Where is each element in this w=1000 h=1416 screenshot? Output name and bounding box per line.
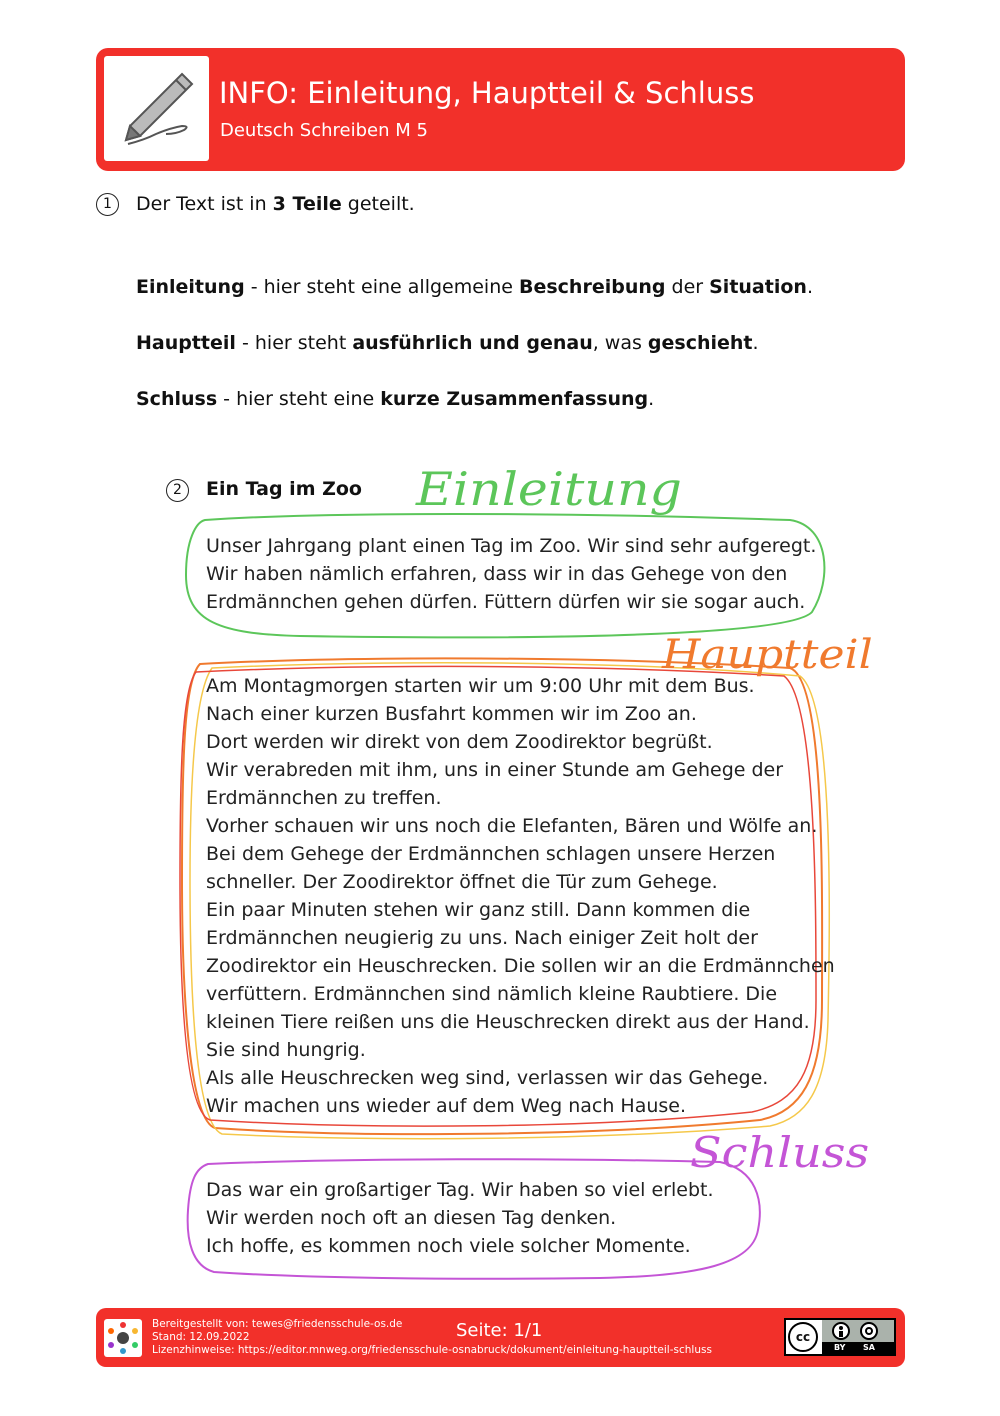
school-logo	[104, 1319, 142, 1357]
footer-license: Lizenzhinweise: https://editor.mnweg.org/friedensschule-osnabruck/dokument/einleitung-hauptteil-schluss	[152, 1344, 712, 1356]
intro-text-end: geteilt.	[341, 193, 415, 215]
definition-text: der	[665, 276, 710, 298]
intro-text: Der Text ist in	[136, 193, 273, 215]
story-line: Am Montagmorgen starten wir um 9:00 Uhr mit dem Bus.	[206, 675, 755, 697]
definition-text: - hier steht eine	[217, 388, 381, 410]
story-line: Wir verabreden mit ihm, uns in einer Stunde am Gehege der	[206, 759, 784, 781]
page-number: Seite: 1/1	[456, 1320, 543, 1341]
label-schluss: Schluss	[690, 1128, 870, 1177]
story-line: Unser Jahrgang plant einen Tag im Zoo. Wir sind sehr aufgeregt.	[206, 535, 817, 557]
story-line: Erdmännchen gehen dürfen. Füttern dürfen wir sie sogar auch.	[206, 591, 806, 613]
story-line: Dort werden wir direkt von dem Zoodirektor begrüßt.	[206, 731, 713, 753]
hauptteil-text	[206, 672, 835, 1120]
story-line: Zoodirektor ein Heuschrecken. Die sollen wir an die Erdmännchen	[206, 955, 835, 977]
story-line: Ein paar Minuten stehen wir ganz still. Dann kommen die	[206, 899, 751, 921]
definition-bold: Beschreibung	[518, 276, 666, 298]
section-2-number: 2	[166, 479, 189, 502]
definition-text: , was	[592, 332, 648, 354]
story-line: Bei dem Gehege der Erdmännchen schlagen unsere Herzen	[206, 843, 776, 865]
page-subtitle: Deutsch Schreiben M 5	[220, 120, 428, 141]
schluss-text	[206, 1176, 714, 1260]
story-line: Nach einer kurzen Busfahrt kommen wir im Zoo an.	[206, 703, 697, 725]
label-hauptteil: Hauptteil	[662, 632, 873, 678]
share-alike-icon	[860, 1322, 878, 1340]
cc-black-band	[822, 1342, 894, 1354]
story-line: Das war ein großartiger Tag. Wir haben so viel erlebt.	[206, 1179, 714, 1201]
story-line: Wir haben nämlich erfahren, dass wir in das Gehege von den	[206, 563, 788, 585]
definition-bold: Situation	[709, 276, 807, 298]
definition-text: - hier steht eine allgemeine	[244, 276, 519, 298]
story-line: Wir werden noch oft an diesen Tag denken.	[206, 1207, 617, 1229]
story-line: Sie sind hungrig.	[206, 1039, 366, 1061]
story-line: kleinen Tiere reißen uns die Heuschrecken direkt aus der Hand.	[206, 1011, 810, 1033]
definition-text: .	[806, 276, 813, 298]
footer-date: Stand: 12.09.2022	[152, 1331, 250, 1343]
definition-bold: Einleitung	[136, 276, 245, 298]
definition-text: .	[648, 388, 655, 410]
cc-sa-label: SA	[863, 1343, 875, 1352]
footer-banner	[96, 1308, 905, 1367]
story-line: verfüttern. Erdmännchen sind nämlich kleine Raubtiere. Die	[206, 983, 778, 1005]
cc-by-label: BY	[834, 1343, 846, 1352]
story-line: Als alle Heuschrecken weg sind, verlassen wir das Gehege.	[206, 1067, 769, 1089]
cc-icon: cc	[788, 1322, 818, 1352]
definition-bold: Hauptteil	[136, 332, 236, 354]
label-einleitung: Einleitung	[416, 462, 682, 516]
definition-bold: ausführlich und genau	[352, 332, 593, 354]
cc-license-badge	[784, 1318, 896, 1356]
definition-bold: Schluss	[136, 388, 218, 410]
einleitung-text	[206, 532, 816, 616]
story-line: Ich hoffe, es kommen noch viele solcher Momente.	[206, 1235, 691, 1257]
story-line: Vorher schauen wir uns noch die Elefanten, Bären und Wölfe an.	[206, 815, 818, 837]
definition-bold: geschieht	[647, 332, 753, 354]
story-line: Erdmännchen neugierig zu uns. Nach einiger Zeit holt der	[206, 927, 758, 949]
story-line: Erdmännchen zu treffen.	[206, 787, 442, 809]
intro-bold: 3 Teile	[272, 193, 342, 215]
definition-text: .	[752, 332, 759, 354]
school-logo-icon	[104, 1319, 142, 1357]
definition-text: - hier steht	[235, 332, 353, 354]
page-title: INFO: Einleitung, Hauptteil & Schluss	[219, 76, 755, 110]
story-title: Ein Tag im Zoo	[206, 478, 362, 500]
story-line: schneller. Der Zoodirektor öffnet die Tür zum Gehege.	[206, 871, 718, 893]
story-line: Wir machen uns wieder auf dem Weg nach Hause.	[206, 1095, 687, 1117]
definition-bold: kurze Zusammenfassung	[380, 388, 649, 410]
by-person-icon	[832, 1322, 850, 1340]
section-1-number: 1	[96, 193, 119, 216]
footer-provided-by: Bereitgestellt von: tewes@friedensschule-os.de	[152, 1318, 403, 1330]
